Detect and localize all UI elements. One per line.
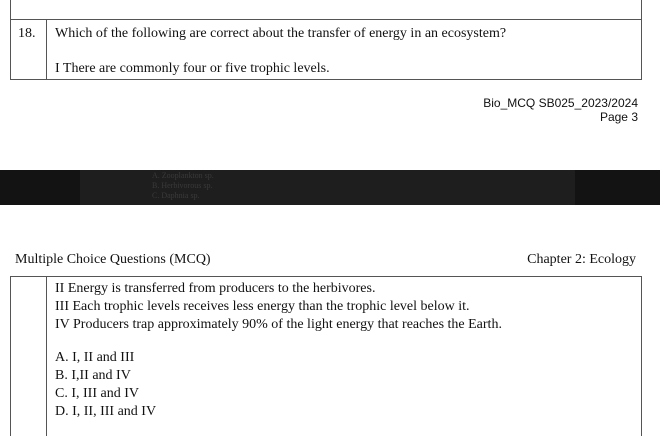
statement-2: II Energy is transferred from producers to the herbivores. <box>55 281 376 296</box>
faded-line: C. Daphnia sp. <box>152 191 200 200</box>
question-number: 18. <box>18 26 36 41</box>
table-column-divider <box>46 19 47 80</box>
statement-4: IV Producers trap approximately 90% of the light energy that reaches the Earth. <box>55 317 502 332</box>
page-header-chapter: Chapter 2: Ecology <box>527 252 636 267</box>
page-number: Page 3 <box>599 110 638 124</box>
table-row-divider <box>10 19 642 20</box>
faded-text <box>152 171 214 201</box>
statement-3: III Each trophic levels receives less energy than the trophic level below it. <box>55 299 470 314</box>
table-column-divider <box>46 276 47 436</box>
page-header-title: Multiple Choice Questions (MCQ) <box>15 252 211 267</box>
option-b: B. I,II and IV <box>55 368 131 383</box>
option-c: C. I, III and IV <box>55 386 139 401</box>
document-code: Bio_MCQ SB025_2023/2024 <box>483 96 638 110</box>
faded-line: B. Herbivorous sp. <box>152 181 213 190</box>
question-text: Which of the following are correct about the transfer of energy in an ecosystem? <box>55 26 507 41</box>
page-footer <box>483 96 638 124</box>
faded-line: A. Zooplankton sp. <box>152 171 214 180</box>
statement-1: I There are commonly four or five trophic levels. <box>55 61 330 76</box>
option-a: A. I, II and III <box>55 350 135 365</box>
option-d: D. I, II, III and IV <box>55 404 157 419</box>
